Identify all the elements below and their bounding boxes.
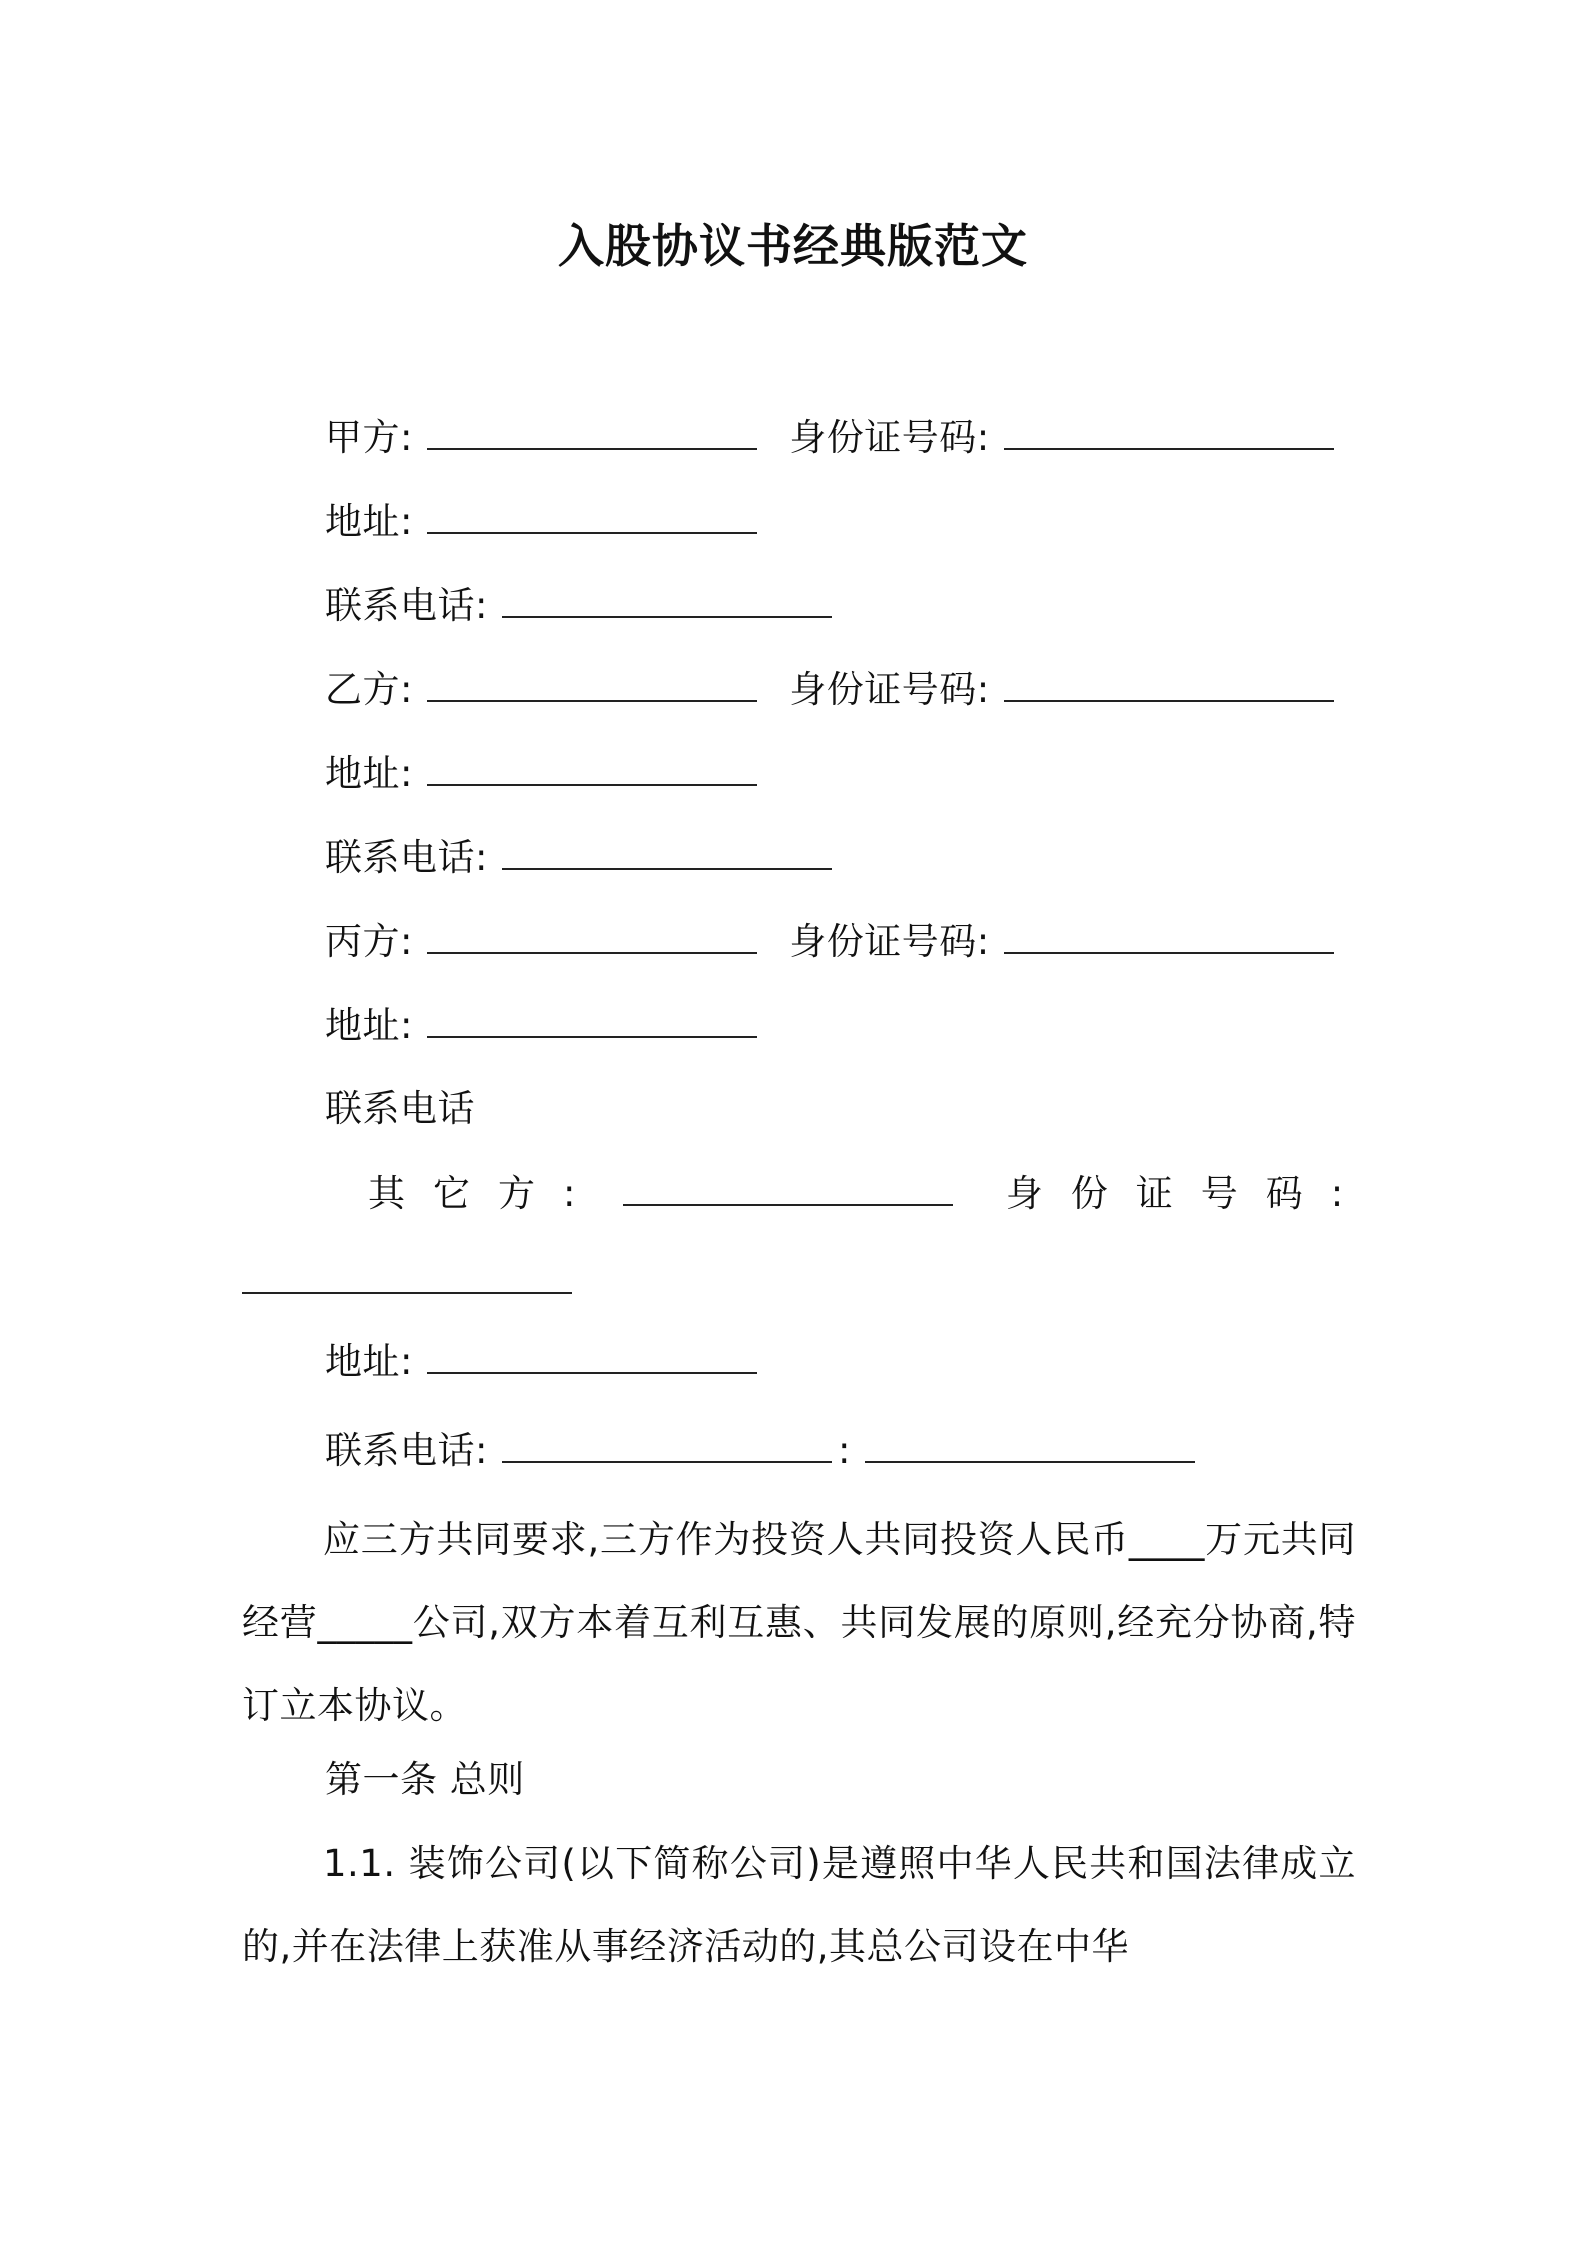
party-other-label: 其它方:	[368, 1172, 604, 1215]
party-other-id-blank[interactable]	[242, 1256, 572, 1294]
party-a-row	[325, 412, 1334, 463]
party-other-row	[368, 1168, 1371, 1219]
party-b-address-blank[interactable]	[427, 748, 757, 786]
party-b-row	[325, 664, 1334, 715]
party-b-label: 乙方:	[325, 668, 413, 711]
party-other-phone-blank[interactable]	[502, 1425, 832, 1463]
party-other-phone-label: 联系电话:	[325, 1429, 488, 1472]
party-b-id-label: 身份证号码:	[789, 668, 990, 711]
party-other-phone-colon: :	[837, 1429, 851, 1472]
party-c-row	[325, 916, 1334, 967]
party-a-address-row	[325, 496, 757, 547]
party-c-name-blank[interactable]	[427, 916, 757, 954]
document-title: 入股协议书经典版范文	[558, 219, 1028, 273]
party-b-name-blank[interactable]	[427, 664, 757, 702]
party-c-address-blank[interactable]	[427, 1000, 757, 1038]
party-c-phone-row	[325, 1084, 475, 1134]
party-b-phone-blank[interactable]	[502, 832, 832, 870]
clause-1-1: 1.1. 装饰公司(以下简称公司)是遵照中华人民共和国法律成立的,并在法律上获准从事经济活动的,其总公司设在中华	[242, 1842, 1356, 1968]
party-a-phone-blank[interactable]	[502, 580, 832, 618]
party-other-address-row	[325, 1336, 757, 1387]
party-other-phone-row	[325, 1425, 1195, 1476]
party-a-id-label: 身份证号码:	[789, 416, 990, 459]
party-c-id-blank[interactable]	[1004, 916, 1334, 954]
party-a-name-blank[interactable]	[427, 412, 757, 450]
party-a-id-blank[interactable]	[1004, 412, 1334, 450]
party-b-address-label: 地址:	[325, 752, 413, 795]
party-c-phone-label: 联系电话	[325, 1087, 475, 1130]
party-a-address-blank[interactable]	[427, 496, 757, 534]
party-c-address-row	[325, 1000, 757, 1051]
party-b-address-row	[325, 748, 757, 799]
party-c-id-label: 身份证号码:	[789, 920, 990, 963]
party-other-id-label: 身份证号码:	[1005, 1172, 1372, 1215]
party-a-phone-label: 联系电话:	[325, 584, 488, 627]
party-b-phone-row	[325, 832, 832, 883]
party-b-phone-label: 联系电话:	[325, 836, 488, 879]
party-c-address-label: 地址:	[325, 1004, 413, 1047]
party-a-address-label: 地址:	[325, 500, 413, 543]
party-other-phone-blank-2[interactable]	[865, 1425, 1195, 1463]
party-c-label: 丙方:	[325, 920, 413, 963]
party-other-name-blank[interactable]	[623, 1168, 953, 1206]
party-a-phone-row	[325, 580, 832, 631]
intro-paragraph: 应三方共同要求,三方作为投资人共同投资人民币____万元共同经营_____公司,双方本着互利互惠、共同发展的原则,经充分协商,特订立本协议。	[242, 1518, 1356, 1727]
party-other-address-label: 地址:	[325, 1340, 413, 1383]
party-other-address-blank[interactable]	[427, 1336, 757, 1374]
party-b-id-blank[interactable]	[1004, 664, 1334, 702]
party-a-label: 甲方:	[325, 416, 413, 459]
party-other-id-continuation	[242, 1256, 572, 1307]
article-1-heading: 第一条 总则	[325, 1758, 525, 1801]
